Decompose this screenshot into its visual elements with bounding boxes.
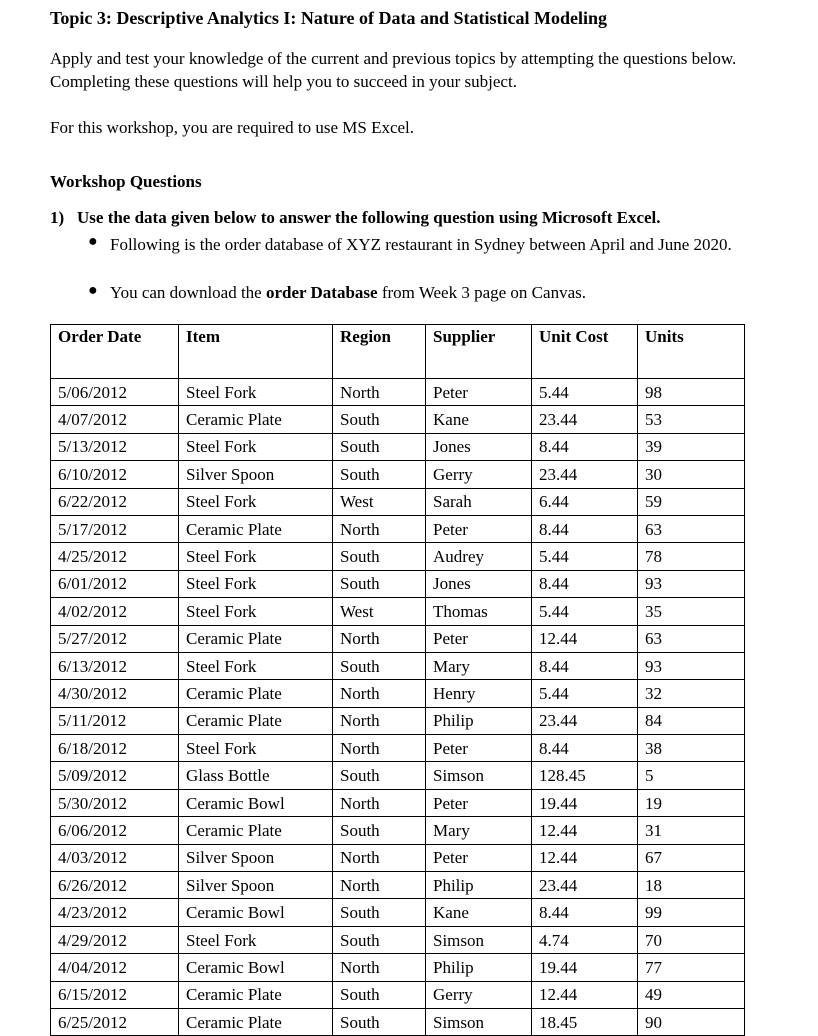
cell-order-date: 4/23/2012 [51,899,179,926]
cell-unit-cost: 4.74 [532,926,638,953]
table-row [51,789,745,816]
cell-region: South [333,762,426,789]
cell-region: South [333,652,426,679]
page-title: Topic 3: Descriptive Analytics I: Nature of Data and Statistical Modeling [50,8,607,28]
cell-order-date: 5/09/2012 [51,762,179,789]
cell-supplier: Audrey [426,543,532,570]
table-row [51,872,745,899]
cell-supplier: Thomas [426,598,532,625]
cell-order-date: 4/03/2012 [51,844,179,871]
cell-supplier: Gerry [426,981,532,1008]
table-row [51,762,745,789]
cell-units: 53 [638,406,745,433]
cell-supplier: Peter [426,844,532,871]
cell-unit-cost: 12.44 [532,981,638,1008]
cell-units: 18 [638,872,745,899]
cell-region: South [333,433,426,460]
cell-unit-cost: 8.44 [532,433,638,460]
cell-supplier: Kane [426,406,532,433]
cell-item: Ceramic Plate [179,625,333,652]
cell-units: 78 [638,543,745,570]
cell-item: Steel Fork [179,488,333,515]
cell-item: Steel Fork [179,570,333,597]
cell-region: North [333,707,426,734]
cell-order-date: 5/13/2012 [51,433,179,460]
cell-item: Steel Fork [179,652,333,679]
cell-region: North [333,735,426,762]
table-row [51,1008,745,1035]
order-table [50,324,745,1036]
cell-order-date: 6/26/2012 [51,872,179,899]
cell-supplier: Sarah [426,488,532,515]
cell-region: South [333,817,426,844]
cell-unit-cost: 8.44 [532,515,638,542]
table-row [51,461,745,488]
cell-supplier: Simson [426,1008,532,1035]
cell-units: 38 [638,735,745,762]
column-header-supplier: Supplier [426,325,532,379]
cell-region: North [333,844,426,871]
excel-note: For this workshop, you are required to use MS Excel. [50,118,415,137]
cell-units: 32 [638,680,745,707]
cell-supplier: Philip [426,872,532,899]
cell-units: 67 [638,844,745,871]
cell-units: 19 [638,789,745,816]
cell-unit-cost: 23.44 [532,707,638,734]
cell-item: Steel Fork [179,433,333,460]
cell-supplier: Peter [426,379,532,406]
cell-supplier: Gerry [426,461,532,488]
cell-supplier: Simson [426,762,532,789]
cell-unit-cost: 23.44 [532,872,638,899]
cell-units: 90 [638,1008,745,1035]
cell-unit-cost: 5.44 [532,680,638,707]
table-row [51,406,745,433]
cell-unit-cost: 8.44 [532,570,638,597]
cell-region: West [333,488,426,515]
cell-unit-cost: 12.44 [532,844,638,871]
cell-unit-cost: 128.45 [532,762,638,789]
table-row [51,488,745,515]
cell-unit-cost: 18.45 [532,1008,638,1035]
cell-order-date: 6/18/2012 [51,735,179,762]
question-text: Use the data given below to answer the following question using Microsoft Excel. [77,208,661,227]
cell-item: Ceramic Bowl [179,789,333,816]
table-row [51,515,745,542]
cell-region: South [333,981,426,1008]
bullet-icon: ● [88,233,98,250]
cell-region: North [333,625,426,652]
cell-order-date: 6/01/2012 [51,570,179,597]
cell-order-date: 4/02/2012 [51,598,179,625]
table-row [51,844,745,871]
table-row [51,433,745,460]
table-row [51,652,745,679]
cell-units: 35 [638,598,745,625]
cell-region: South [333,899,426,926]
cell-order-date: 4/25/2012 [51,543,179,570]
table-header-row [51,325,745,379]
cell-unit-cost: 5.44 [532,598,638,625]
cell-unit-cost: 5.44 [532,543,638,570]
cell-supplier: Kane [426,899,532,926]
cell-unit-cost: 6.44 [532,488,638,515]
cell-order-date: 6/10/2012 [51,461,179,488]
cell-units: 63 [638,515,745,542]
cell-region: North [333,954,426,981]
table-row [51,625,745,652]
bullet-2-prefix: You can download the [110,283,266,302]
cell-supplier: Henry [426,680,532,707]
cell-region: North [333,680,426,707]
cell-region: North [333,379,426,406]
cell-order-date: 6/15/2012 [51,981,179,1008]
order-database-label: order Database [265,283,378,302]
cell-units: 93 [638,652,745,679]
cell-region: South [333,461,426,488]
cell-unit-cost: 8.44 [532,899,638,926]
cell-order-date: 6/22/2012 [51,488,179,515]
cell-item: Steel Fork [179,379,333,406]
cell-region: South [333,406,426,433]
cell-region: South [333,1008,426,1035]
cell-unit-cost: 19.44 [532,954,638,981]
cell-order-date: 5/06/2012 [51,379,179,406]
cell-item: Ceramic Plate [179,817,333,844]
cell-item: Silver Spoon [179,872,333,899]
cell-units: 98 [638,379,745,406]
cell-item: Ceramic Plate [179,680,333,707]
cell-order-date: 4/29/2012 [51,926,179,953]
cell-item: Steel Fork [179,598,333,625]
cell-supplier: Jones [426,570,532,597]
cell-supplier: Peter [426,515,532,542]
cell-units: 30 [638,461,745,488]
column-header-unit-cost: Unit Cost [532,325,638,379]
cell-unit-cost: 8.44 [532,652,638,679]
cell-supplier: Philip [426,954,532,981]
cell-units: 31 [638,817,745,844]
cell-order-date: 6/13/2012 [51,652,179,679]
cell-units: 59 [638,488,745,515]
cell-region: North [333,515,426,542]
table-row [51,680,745,707]
cell-units: 39 [638,433,745,460]
bullet-icon: ● [88,282,98,299]
cell-unit-cost: 19.44 [532,789,638,816]
cell-supplier: Mary [426,817,532,844]
cell-units: 70 [638,926,745,953]
cell-units: 99 [638,899,745,926]
cell-region: South [333,543,426,570]
cell-region: North [333,789,426,816]
cell-order-date: 6/25/2012 [51,1008,179,1035]
cell-unit-cost: 8.44 [532,735,638,762]
table-row [51,981,745,1008]
table-row [51,817,745,844]
cell-region: South [333,926,426,953]
cell-order-date: 4/04/2012 [51,954,179,981]
cell-unit-cost: 12.44 [532,625,638,652]
cell-units: 93 [638,570,745,597]
cell-units: 77 [638,954,745,981]
cell-item: Ceramic Plate [179,1008,333,1035]
cell-item: Glass Bottle [179,762,333,789]
table-row [51,926,745,953]
table-row [51,598,745,625]
column-header-units: Units [638,325,745,379]
cell-supplier: Philip [426,707,532,734]
cell-item: Ceramic Plate [179,406,333,433]
cell-unit-cost: 23.44 [532,461,638,488]
cell-order-date: 5/30/2012 [51,789,179,816]
cell-item: Ceramic Plate [179,981,333,1008]
table-row [51,379,745,406]
cell-item: Ceramic Bowl [179,899,333,926]
cell-unit-cost: 5.44 [532,379,638,406]
cell-units: 63 [638,625,745,652]
cell-item: Steel Fork [179,735,333,762]
table-row [51,570,745,597]
cell-region: North [333,872,426,899]
cell-supplier: Peter [426,789,532,816]
cell-units: 5 [638,762,745,789]
workshop-heading: Workshop Questions [50,172,202,191]
cell-region: West [333,598,426,625]
table-row [51,899,745,926]
bullet-item-1: Following is the order database of XYZ restaurant in Sydney between April and June 2020. [110,235,732,254]
table-row [51,954,745,981]
table-row [51,707,745,734]
cell-item: Silver Spoon [179,844,333,871]
question-number: 1) [50,208,65,227]
table-row [51,543,745,570]
bullet-item-2 [110,281,810,305]
cell-item: Steel Fork [179,926,333,953]
cell-item: Steel Fork [179,543,333,570]
column-header-region: Region [333,325,426,379]
cell-order-date: 4/30/2012 [51,680,179,707]
table-row [51,735,745,762]
cell-unit-cost: 12.44 [532,817,638,844]
bullet-2-suffix: from Week 3 page on Canvas. [377,283,586,302]
cell-unit-cost: 23.44 [532,406,638,433]
cell-order-date: 5/11/2012 [51,707,179,734]
cell-supplier: Simson [426,926,532,953]
cell-supplier: Peter [426,735,532,762]
cell-supplier: Peter [426,625,532,652]
cell-order-date: 5/27/2012 [51,625,179,652]
cell-order-date: 4/07/2012 [51,406,179,433]
cell-item: Silver Spoon [179,461,333,488]
cell-supplier: Mary [426,652,532,679]
cell-item: Ceramic Plate [179,515,333,542]
intro-paragraph: Apply and test your knowledge of the current and previous topics by attempting the questions below. Completing these questions will help you to succeed in your subject. [50,49,737,91]
cell-item: Ceramic Plate [179,707,333,734]
cell-order-date: 6/06/2012 [51,817,179,844]
cell-order-date: 5/17/2012 [51,515,179,542]
cell-units: 49 [638,981,745,1008]
cell-item: Ceramic Bowl [179,954,333,981]
column-header-order-date: Order Date [51,325,179,379]
cell-units: 84 [638,707,745,734]
cell-supplier: Jones [426,433,532,460]
column-header-item: Item [179,325,333,379]
cell-region: South [333,570,426,597]
